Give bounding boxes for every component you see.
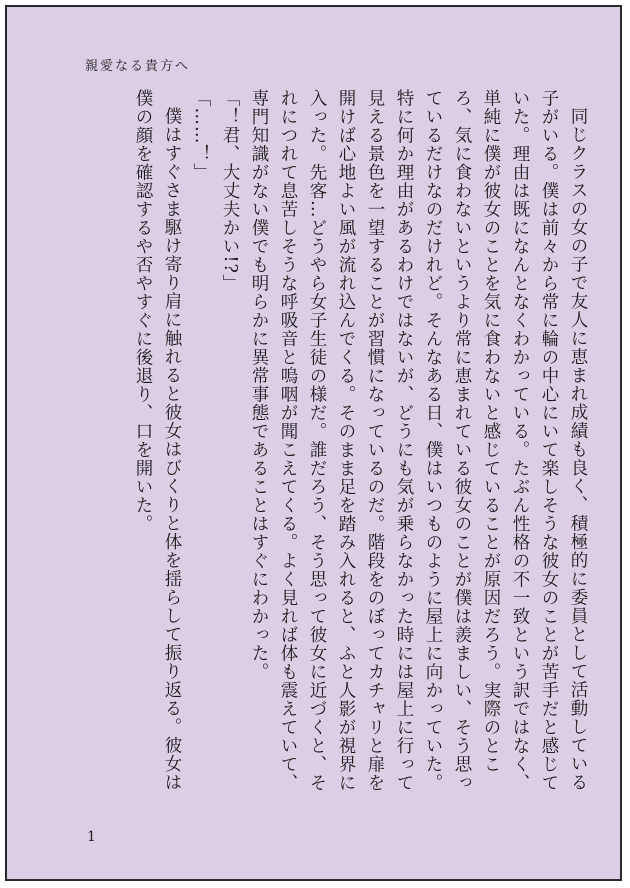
dialog-line: 「……！」: [191, 89, 211, 182]
paragraph: 同じクラスの女の子で友人に恵まれ成績も良く、積極的に委員として活動している子がいる。僕は前々から常に輪の中心にいて楽しそうな彼女のことが苦手だと感じていた。理由は既になんとなくわかっている。たぶん性格の不一致という訳ではなく、単純に僕が彼女のことを気に食わないと感じていることが原因だろう。実際のところ、気に食わないというより常に恵まれている彼女のことが僕は羨ましい、そう思っているだけなのだけれど。そんなある日、僕はいつものように屋上に向かっていた。特に何か理由があるわけではないが、どうにも気が乗らなかった時には屋上に行って見える景色を一望することが習慣になっているのだ。階段をのぼってカチャリと扉を開けば心地よい風が流れ込んでくる。そのまま足を踏み入れると、ふと人影が視界に入った。先客…どうやら女子生徒の様だ。誰だろう、そう思って彼女に近づくと、それにつれて息苦しそうな呼吸音と嗚咽が聞こえてくる。よく見れば体も震えていて、専門知識がない僕でも明らかに異常事態であることはすぐにわかった。: [249, 89, 588, 792]
manuscript-page: [5, 5, 622, 881]
book-title: 親愛なる貴方へ: [85, 59, 191, 74]
dialog-line: 「！君、大丈夫かい!?」: [220, 89, 240, 293]
vertical-body-text: [128, 89, 592, 804]
page-number: 1: [87, 829, 96, 845]
paragraph: 僕はすぐさま駆け寄り肩に触れると彼女はびくりと体を揺らして振り返る。彼女は僕の顔を確認するや否やすぐに後退り、口を開いた。: [133, 89, 182, 791]
